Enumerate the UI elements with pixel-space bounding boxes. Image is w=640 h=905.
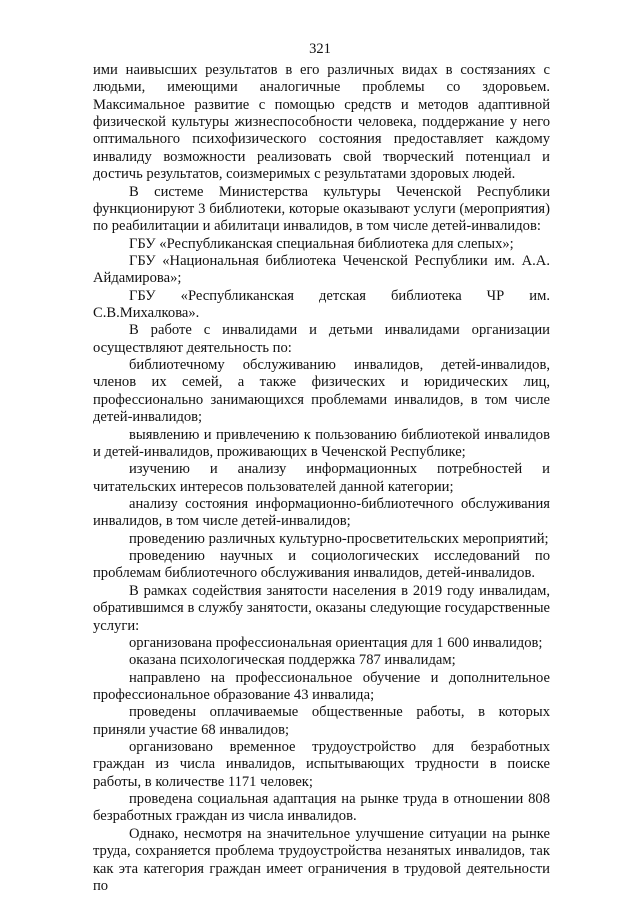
page-number: 321 [309, 41, 331, 57]
paragraph: В системе Министерства культуры Чеченской Республики функционируют 3 библиотеки, которые оказывают услуги (мероприятия) по реабилитации и абилитаци инвалидов, в том числе детей-инвалидов: [93, 183, 550, 235]
list-item: проведена социальная адаптация на рынке труда в отношении 808 безработных граждан из числа инвалидов. [93, 791, 550, 825]
list-item: библиотечному обслуживанию инвалидов, детей-инвалидов, членов их семей, а также физических и юридических лиц, профессионально занимающихся проблемами инвалидов, в том числе детей-инвалидов; [93, 357, 550, 426]
paragraph: В рамках содействия занятости населения в 2019 году инвалидам, обратившимся в службу занятости, оказаны следующие государственные услуги: [93, 582, 550, 634]
list-item: организовано временное трудоустройство для безработных граждан из числа инвалидов, испытывающих трудности в поиске работы, в количестве 1171 человек; [93, 739, 550, 790]
list-item: проведению научных и социологических исследований по проблемам библиотечного обслуживания инвалидов, детей-инвалидов. [93, 548, 550, 582]
list-item: направлено на профессиональное обучение и дополнительное профессиональное образование 43 инвалида; [93, 669, 550, 703]
paragraph: ими наивысших результатов в его различных видах в состязаниях с людьми, имеющими аналогичные проблемы со здоровьем. Максимальное развитие с помощью средств и методов адаптивной физической культуры жизнеспособности человека, поддержание у него оптимального психофизического состояния предоставляет каждому инвалиду возможности реализовать свой творческий потенциал и достичь результатов, соизмеримых с результатами здоровых людей. [93, 62, 550, 183]
list-item: анализу состояния информационно-библиотечного обслуживания инвалидов, в том числе детей-инвалидов; [93, 495, 550, 530]
paragraph: ГБУ «Национальная библиотека Чеченской Республики им. А.А. Айдамирова»; [93, 252, 550, 287]
list-item: изучению и анализу информационных потребностей и читательских интересов пользователей данной категории; [93, 461, 550, 495]
list-item: оказана психологическая поддержка 787 инвалидам; [129, 652, 456, 669]
list-item: выявлению и привлечению к пользованию библиотекой инвалидов и детей-инвалидов, проживающих в Чеченской Республике; [93, 426, 550, 460]
paragraph: ГБУ «Республиканская детская библиотека ЧР им. С.В.Михалкова». [93, 287, 550, 322]
list-item: проведению различных культурно-просветительских мероприятий; [129, 530, 549, 547]
list-item: организована профессиональная ориентация для 1 600 инвалидов; [129, 634, 543, 651]
list-item: проведены оплачиваемые общественные работы, в которых приняли участие 68 инвалидов; [93, 704, 550, 738]
paragraph: Однако, несмотря на значительное улучшение ситуации на рынке труда, сохраняется проблема трудоустройства незанятых инвалидов, так как эта категория граждан имеет ограничения в трудовой деятельности по [93, 825, 550, 894]
body-text [93, 62, 550, 895]
paragraph: ГБУ «Республиканская специальная библиотека для слепых»; [129, 235, 514, 252]
paragraph: В работе с инвалидами и детьми инвалидами организации осуществляют деятельность по: [93, 322, 550, 356]
